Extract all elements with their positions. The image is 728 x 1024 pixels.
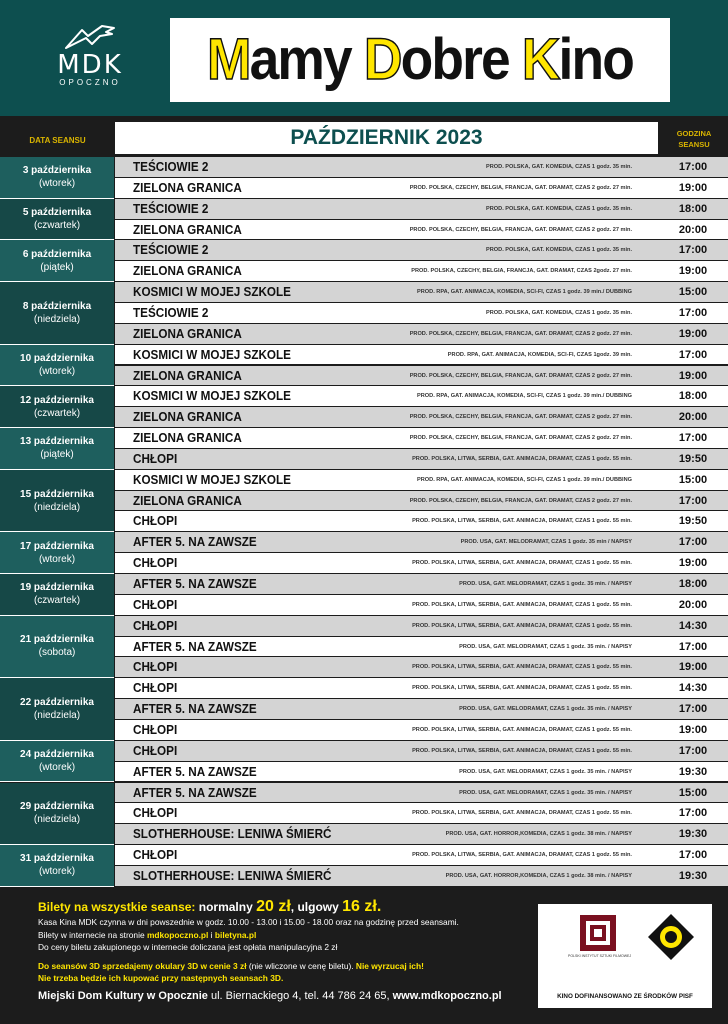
film-title: AFTER 5. NA ZAWSZE bbox=[133, 784, 257, 800]
film-title: AFTER 5. NA ZAWSZE bbox=[133, 638, 257, 654]
hour-label-line-1: GODZINA bbox=[676, 129, 712, 138]
screening-time: 19:00 bbox=[678, 557, 708, 570]
address-line bbox=[38, 988, 502, 1004]
film-info: PROD. POLSKA, LITWA, SERBIA, GAT. ANIMACJA, DRAMAT, CZAS 1 godz. 55 min. bbox=[412, 852, 632, 859]
screening-row bbox=[115, 574, 728, 595]
hour-column-label bbox=[660, 128, 728, 150]
weekday-label: (wtorek) bbox=[38, 553, 76, 565]
film-info: PROD. USA, GAT. MELODRAMAT, CZAS 1 godz. 35 min. / NAPISY bbox=[459, 581, 632, 587]
film-title: CHŁOPI bbox=[133, 742, 178, 758]
film-info: PROD. POLSKA, CZECHY, BELGIA, FRANCJA, GAT. DRAMAT, CZAS 2 godz. 27 min. bbox=[409, 414, 632, 421]
date-label: 5 października bbox=[22, 207, 92, 219]
weekday-label: (niedziela) bbox=[33, 814, 81, 826]
logo-subtext: OPOCZNO bbox=[59, 78, 121, 87]
film-info: PROD. POLSKA, CZECHY, BELGIA, FRANCJA, GAT. DRAMAT, CZAS 2godz. 27 min. bbox=[411, 268, 632, 275]
screening-row bbox=[115, 303, 728, 324]
date-label: 19 października bbox=[20, 582, 94, 594]
screening-row bbox=[115, 199, 728, 220]
film-info: PROD. USA, GAT. MELODRAMAT, CZAS 1 godz. 35 min. / NAPISY bbox=[459, 643, 632, 650]
screening-row bbox=[115, 240, 728, 261]
price-normal: 20 zł bbox=[256, 898, 291, 915]
screening-time: 19:00 bbox=[678, 181, 708, 194]
date-label: 24 października bbox=[20, 749, 94, 761]
weekday-label: (piątek) bbox=[40, 449, 74, 461]
film-info: PROD. USA, GAT. MELODRAMAT, CZAS 1 godz. 35 min. / NAPISY bbox=[459, 706, 632, 713]
film-info: PROD. POLSKA, LITWA, SERBIA, GAT. ANIMACJA, DRAMAT, CZAS 1 godz. 55 min. bbox=[412, 747, 632, 754]
film-title: ZIELONA GRANICA bbox=[133, 179, 242, 195]
date-cell bbox=[0, 282, 114, 345]
pisf-logo bbox=[568, 914, 632, 976]
date-cell bbox=[0, 574, 114, 616]
glasses-note-1b: (nie wliczone w cenę biletu). bbox=[246, 960, 356, 971]
date-label: 13 października bbox=[20, 436, 94, 448]
poster-title bbox=[190, 18, 650, 102]
screening-row bbox=[115, 553, 728, 574]
film-info: PROD. POLSKA, LITWA, SERBIA, GAT. ANIMACJA, DRAMAT, CZAS 1 godz. 55 min. bbox=[412, 455, 632, 462]
date-label: 17 października bbox=[20, 540, 94, 552]
screening-row bbox=[115, 449, 728, 470]
online-and: i bbox=[208, 929, 215, 940]
title-cap-3: K bbox=[521, 27, 559, 92]
date-cell bbox=[0, 470, 114, 533]
screening-time: 17:00 bbox=[678, 348, 708, 361]
film-info: PROD. POLSKA, LITWA, SERBIA, GAT. ANIMACJA, DRAMAT, CZAS 1 godz. 55 min. bbox=[412, 810, 632, 817]
screening-row bbox=[115, 866, 728, 887]
price-prefix: Bilety na wszystkie seanse: bbox=[38, 900, 199, 914]
film-title: CHŁOPI bbox=[133, 805, 178, 821]
film-info: PROD. POLSKA, GAT. KOMEDIA, CZAS 1 godz. 35 min. bbox=[486, 205, 632, 212]
title-box bbox=[170, 18, 670, 102]
screening-row bbox=[115, 178, 728, 199]
weekday-label: (wtorek) bbox=[38, 762, 76, 774]
screening-row bbox=[115, 595, 728, 616]
date-label: 21 października bbox=[20, 634, 94, 646]
title-cap-1: M bbox=[206, 27, 250, 92]
film-title: TEŚCIOWIE 2 bbox=[133, 304, 209, 320]
price-reduced: 16 zł. bbox=[342, 898, 382, 915]
film-info: PROD. RPA, GAT. ANIMACJA, KOMEDIA, SCI-FI, CZAS 1godz. 39 min. bbox=[447, 351, 632, 358]
weekday-label: (sobota) bbox=[38, 647, 76, 659]
screening-time: 18:00 bbox=[678, 202, 708, 215]
title-rest-2: obre bbox=[400, 27, 509, 92]
screening-time: 19:30 bbox=[678, 828, 708, 841]
screening-row bbox=[115, 220, 728, 241]
sponsor-text: KINO DOFINANSOWANO ZE ŚRODKÓW PISF bbox=[557, 993, 693, 1000]
date-label: 22 października bbox=[20, 697, 94, 709]
film-title: SLOTHERHOUSE: LENIWA ŚMIERĆ bbox=[133, 826, 332, 842]
screening-row bbox=[115, 428, 728, 449]
weekday-label: (niedziela) bbox=[33, 501, 81, 513]
glasses-note-1 bbox=[38, 960, 528, 973]
weekday-label: (wtorek) bbox=[38, 178, 76, 190]
screening-time: 19:00 bbox=[678, 327, 708, 340]
film-info: PROD. USA, GAT. HORROR,KOMEDIA, CZAS 1 godz. 38 min. / NAPISY bbox=[445, 872, 632, 879]
film-info: PROD. POLSKA, CZECHY, BELGIA, FRANCJA, GAT. DRAMAT, CZAS 2 godz. 27 min. bbox=[409, 226, 632, 233]
film-title: ZIELONA GRANICA bbox=[133, 430, 242, 446]
date-label: 6 października bbox=[22, 248, 92, 260]
screening-time: 20:00 bbox=[678, 223, 708, 236]
kino-logo bbox=[646, 912, 696, 962]
screening-row bbox=[115, 699, 728, 720]
film-title: CHŁOPI bbox=[133, 659, 178, 675]
film-info: PROD. POLSKA, LITWA, SERBIA, GAT. ANIMACJA, DRAMAT, CZAS 1 godz. 55 min. bbox=[412, 518, 632, 525]
screening-time: 15:00 bbox=[678, 473, 708, 486]
title-cap-2: D bbox=[363, 27, 401, 92]
month-bar bbox=[0, 116, 728, 156]
film-info: PROD. RPA, GAT. ANIMACJA, KOMEDIA, SCI-FI, CZAS 1 godz. 39 min./ DUBBING bbox=[417, 476, 632, 483]
screening-time: 19:00 bbox=[678, 369, 708, 382]
mdk-logo bbox=[40, 24, 140, 96]
date-label: 3 października bbox=[22, 165, 92, 177]
screening-row bbox=[115, 845, 728, 866]
screening-time: 17:00 bbox=[678, 807, 708, 820]
screening-row bbox=[115, 345, 728, 366]
film-title: TEŚCIOWIE 2 bbox=[133, 159, 209, 174]
date-label: 31 października bbox=[20, 853, 94, 865]
film-info: PROD. POLSKA, CZECHY, BELGIA, FRANCJA, GAT. DRAMAT, CZAS 2 godz. 27 min. bbox=[409, 184, 632, 191]
film-title: SLOTHERHOUSE: LENIWA ŚMIERĆ bbox=[133, 867, 332, 883]
screening-time: 18:00 bbox=[678, 390, 708, 403]
screening-row bbox=[115, 803, 728, 824]
fee-note: Do ceny biletu zakupionego w internecie doliczana jest opłata manipulacyjna 2 zł bbox=[38, 942, 338, 952]
date-cell bbox=[0, 678, 114, 741]
kino-logo-icon bbox=[646, 912, 696, 962]
pisf-caption: POLSKI INSTYTUT SZTUKI FILMOWEJ bbox=[568, 954, 632, 958]
film-info: PROD. POLSKA, CZECHY, BELGIA, FRANCJA, GAT. DRAMAT, CZAS 2 godz. 27 min. bbox=[409, 330, 632, 337]
screening-time: 18:00 bbox=[678, 578, 708, 590]
screening-time: 17:00 bbox=[678, 244, 708, 257]
date-cell bbox=[0, 386, 114, 428]
film-title: AFTER 5. NA ZAWSZE bbox=[133, 701, 257, 717]
film-title: AFTER 5. NA ZAWSZE bbox=[133, 534, 257, 550]
date-label: 12 października bbox=[20, 394, 94, 406]
film-info: PROD. POLSKA, GAT. KOMEDIA, CZAS 1 godz. 35 min. bbox=[486, 247, 632, 254]
screening-time: 17:00 bbox=[678, 744, 708, 757]
online-prefix: Bilety w internecie na stronie bbox=[38, 929, 147, 940]
screening-row bbox=[115, 678, 728, 699]
film-title: ZIELONA GRANICA bbox=[133, 325, 242, 341]
film-info: PROD. USA, GAT. HORROR,KOMEDIA, CZAS 1 godz. 38 min. / NAPISY bbox=[445, 831, 632, 838]
screening-row bbox=[115, 261, 728, 282]
screening-row bbox=[115, 532, 728, 553]
hour-label-line-2: SEANSU bbox=[678, 140, 710, 149]
title-rest-3: ino bbox=[558, 27, 634, 92]
screening-time: 17:00 bbox=[678, 432, 708, 445]
title-rest-1: amy bbox=[249, 27, 351, 92]
weekday-label: (wtorek) bbox=[38, 365, 76, 377]
film-title: TEŚCIOWIE 2 bbox=[133, 242, 209, 258]
date-label: 29 października bbox=[20, 801, 94, 813]
date-cell bbox=[0, 783, 114, 846]
film-info: PROD. RPA, GAT. ANIMACJA, KOMEDIA, SCI-FI, CZAS 1 godz. 39 min./ DUBBING bbox=[417, 393, 632, 400]
film-info: PROD. POLSKA, LITWA, SERBIA, GAT. ANIMACJA, DRAMAT, CZAS 1 godz. 55 min. bbox=[412, 601, 632, 608]
screening-row bbox=[115, 511, 728, 532]
film-info: PROD. RPA, GAT. ANIMACJA, KOMEDIA, SCI-FI, CZAS 1 godz. 39 min./ DUBBING bbox=[417, 289, 632, 296]
screening-row bbox=[115, 324, 728, 345]
date-label: 10 października bbox=[20, 352, 94, 364]
ticket-info bbox=[38, 898, 528, 985]
address-website: www.mdkopoczno.pl bbox=[392, 990, 502, 1002]
film-info: PROD. USA, GAT. MELODRAMAT, CZAS 1 godz. 35 min. / NAPISY bbox=[459, 768, 632, 775]
weekday-label: (czwartek) bbox=[33, 407, 81, 419]
screening-row bbox=[115, 616, 728, 637]
online-site-biletyna: biletyna.pl bbox=[214, 929, 257, 940]
screening-row bbox=[115, 470, 728, 491]
online-site-mdk: mdkopoczno.pl bbox=[146, 929, 209, 940]
film-info: PROD. POLSKA, LITWA, SERBIA, GAT. ANIMACJA, DRAMAT, CZAS 1 godz. 55 min. bbox=[412, 664, 632, 671]
film-info: PROD. POLSKA, LITWA, SERBIA, GAT. ANIMACJA, DRAMAT, CZAS 1 godz. 55 min. bbox=[412, 726, 632, 733]
screening-time: 19:30 bbox=[678, 869, 708, 882]
month-box bbox=[115, 122, 658, 154]
screening-row bbox=[115, 824, 728, 845]
weekday-label: (czwartek) bbox=[33, 595, 81, 607]
screening-row bbox=[115, 157, 728, 178]
screening-time: 20:00 bbox=[678, 411, 708, 424]
screening-time: 17:00 bbox=[678, 494, 708, 507]
film-title: CHŁOPI bbox=[133, 680, 178, 696]
film-info: PROD. POLSKA, LITWA, SERBIA, GAT. ANIMACJA, DRAMAT, CZAS 1 godz. 55 min. bbox=[412, 622, 632, 629]
screening-time: 17:00 bbox=[678, 640, 708, 653]
film-info: PROD. POLSKA, CZECHY, BELGIA, FRANCJA, GAT. DRAMAT, CZAS 2 godz. 27 min. bbox=[409, 435, 632, 442]
glasses-note-1a: Do seansów 3D sprzedajemy okulary 3D w cenie 3 zł bbox=[38, 960, 247, 971]
screening-time: 19:30 bbox=[678, 765, 708, 778]
footer bbox=[0, 890, 728, 1024]
screening-row bbox=[115, 783, 728, 804]
price-line bbox=[38, 898, 528, 916]
film-title: ZIELONA GRANICA bbox=[133, 221, 242, 237]
screening-time: 19:50 bbox=[678, 452, 708, 465]
date-cell bbox=[0, 240, 114, 282]
screening-row bbox=[115, 491, 728, 512]
price-normal-label: normalny bbox=[198, 900, 257, 914]
film-title: ZIELONA GRANICA bbox=[133, 263, 242, 279]
screening-time: 17:00 bbox=[678, 161, 708, 173]
bird-logo-icon bbox=[62, 24, 118, 50]
screening-time: 17:00 bbox=[678, 849, 708, 862]
screening-time: 17:00 bbox=[678, 306, 708, 319]
screening-time: 17:00 bbox=[678, 536, 708, 549]
film-title: ZIELONA GRANICA bbox=[133, 367, 242, 383]
film-info: PROD. POLSKA, GAT. KOMEDIA, CZAS 1 godz. 35 min. bbox=[486, 309, 632, 316]
header bbox=[0, 0, 728, 116]
address-rest: ul. Biernackiego 4, tel. 44 786 24 65, bbox=[207, 990, 393, 1002]
date-cell bbox=[0, 199, 114, 241]
screening-time: 14:30 bbox=[678, 619, 708, 632]
film-info: PROD. POLSKA, CZECHY, BELGIA, FRANCJA, GAT. DRAMAT, CZAS 2 godz. 27 min. bbox=[409, 372, 632, 379]
date-column-label: DATA SEANSU bbox=[29, 136, 86, 145]
online-tickets-line bbox=[38, 929, 528, 942]
film-title: CHŁOPI bbox=[133, 617, 178, 633]
screening-time: 19:00 bbox=[678, 265, 708, 278]
film-title: CHŁOPI bbox=[133, 450, 178, 466]
film-title: CHŁOPI bbox=[133, 721, 178, 737]
screening-time: 15:00 bbox=[678, 286, 708, 299]
logo-text: MDK bbox=[57, 50, 123, 80]
screening-time: 14:30 bbox=[678, 682, 708, 695]
film-title: KOSMICI W MOJEJ SZKOLE bbox=[133, 471, 291, 487]
date-label: 8 października bbox=[22, 300, 92, 312]
weekday-label: (niedziela) bbox=[33, 313, 81, 325]
screening-row bbox=[115, 386, 728, 407]
screening-row bbox=[115, 637, 728, 658]
weekday-label: (piątek) bbox=[40, 261, 74, 273]
film-title: ZIELONA GRANICA bbox=[133, 409, 242, 425]
screening-row bbox=[115, 657, 728, 678]
date-cell bbox=[0, 428, 114, 470]
screening-time: 19:50 bbox=[678, 515, 708, 528]
film-title: CHŁOPI bbox=[133, 555, 178, 571]
date-cell bbox=[0, 157, 114, 199]
address-name: Miejski Dom Kultury w Opocznie bbox=[38, 990, 208, 1002]
date-cell bbox=[0, 845, 114, 887]
screening-row bbox=[115, 741, 728, 762]
film-info: PROD. POLSKA, CZECHY, BELGIA, FRANCJA, GAT. DRAMAT, CZAS 2 godz. 27 min. bbox=[409, 497, 632, 504]
weekday-label: (czwartek) bbox=[33, 220, 81, 232]
screening-time: 20:00 bbox=[678, 598, 708, 611]
month-title: PAŹDZIERNIK 2023 bbox=[290, 126, 483, 149]
film-info: PROD. USA, GAT. MELODRAMAT, CZAS 1 godz. 35 min / NAPISY bbox=[460, 539, 632, 546]
screening-row bbox=[115, 720, 728, 741]
schedule-table bbox=[0, 157, 728, 890]
screening-row bbox=[115, 282, 728, 303]
film-title: TEŚCIOWIE 2 bbox=[133, 200, 209, 216]
screening-time: 19:00 bbox=[678, 661, 708, 674]
date-cell bbox=[0, 345, 114, 387]
film-title: KOSMICI W MOJEJ SZKOLE bbox=[133, 388, 291, 404]
screening-row bbox=[115, 366, 728, 387]
film-title: AFTER 5. NA ZAWSZE bbox=[133, 576, 257, 591]
screening-time: 19:00 bbox=[678, 723, 708, 736]
film-title: CHŁOPI bbox=[133, 596, 178, 612]
date-label: 15 października bbox=[20, 488, 94, 500]
weekday-label: (wtorek) bbox=[38, 866, 76, 878]
film-info: PROD. POLSKA, LITWA, SERBIA, GAT. ANIMACJA, DRAMAT, CZAS 1 godz. 55 min. bbox=[412, 560, 632, 567]
glasses-note-2: Nie trzeba będzie ich kupować przy następnych seansach 3D. bbox=[38, 973, 284, 983]
film-title: KOSMICI W MOJEJ SZKOLE bbox=[133, 346, 291, 362]
film-title: CHŁOPI bbox=[133, 847, 178, 863]
screening-time: 17:00 bbox=[678, 703, 708, 716]
glasses-note-1c: Nie wyrzucaj ich! bbox=[355, 960, 424, 971]
weekday-label: (niedziela) bbox=[33, 710, 81, 722]
date-cell bbox=[0, 616, 114, 679]
date-cell bbox=[0, 532, 114, 574]
sponsor-box bbox=[538, 904, 712, 1008]
screening-row bbox=[115, 407, 728, 428]
film-title: ZIELONA GRANICA bbox=[133, 492, 242, 508]
box-office-hours: Kasa Kina MDK czynna w dni powszednie w godz. 10.00 - 13.00 i 15.00 - 18.00 oraz na godzinę przed seansami. bbox=[38, 917, 459, 927]
pisf-logo-icon bbox=[579, 914, 617, 952]
film-info: PROD. POLSKA, LITWA, SERBIA, GAT. ANIMACJA, DRAMAT, CZAS 1 godz. 55 min. bbox=[412, 685, 632, 692]
screening-time: 15:00 bbox=[678, 786, 708, 799]
screening-row bbox=[115, 762, 728, 783]
film-title: KOSMICI W MOJEJ SZKOLE bbox=[133, 284, 291, 300]
price-separator: , ulgowy bbox=[290, 900, 343, 914]
date-cell bbox=[0, 741, 114, 783]
film-title: CHŁOPI bbox=[133, 513, 178, 529]
film-title: AFTER 5. NA ZAWSZE bbox=[133, 763, 257, 779]
film-info: PROD. USA, GAT. MELODRAMAT, CZAS 1 godz. 35 min. / NAPISY bbox=[459, 789, 632, 796]
film-info: PROD. POLSKA, GAT. KOMEDIA, CZAS 1 godz. 35 min. bbox=[486, 164, 632, 170]
